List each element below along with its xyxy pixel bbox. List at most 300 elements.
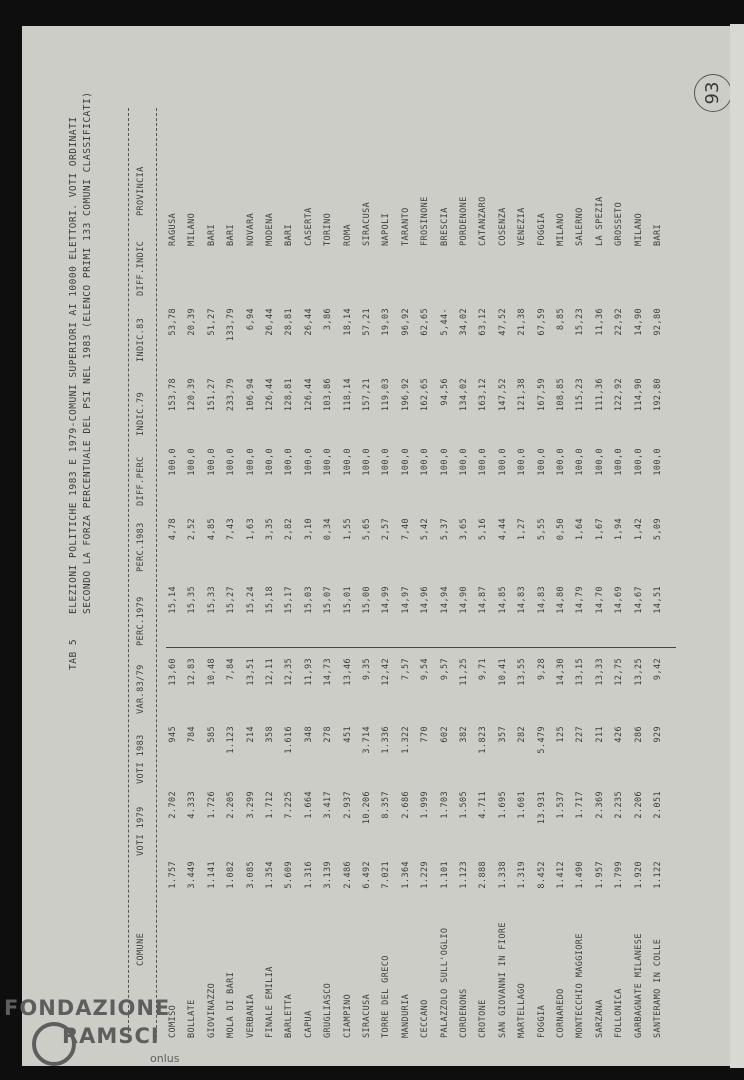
table-cell-voti79: 1.101 <box>439 861 450 889</box>
table-number: TAB 5 <box>68 638 79 670</box>
table-cell-diffperc: 2,57 <box>381 518 392 541</box>
table-cell-diffperc: 7,40 <box>400 518 411 541</box>
table-cell-var: 125 <box>556 726 566 743</box>
table-cell-diffindic: 96,92 <box>400 308 411 336</box>
table-cell-perc79: 10,48 <box>206 658 217 686</box>
table-cell-indic83: 192,80 <box>653 378 663 412</box>
table-cell-voti83: 1.537 <box>556 791 566 819</box>
table-cell-voti79: 1.364 <box>400 861 411 889</box>
table-cell-comune: GRUGLIASCO <box>323 982 334 1038</box>
table-cell-perc79: 14,30 <box>556 658 566 686</box>
table-cell-voti83: 13.931 <box>536 791 547 825</box>
table-cell-indic79: 100,0 <box>381 448 392 476</box>
table-cell-indic79: 100,0 <box>536 448 547 476</box>
table-cell-indic83: 126,44 <box>265 378 275 412</box>
table-cell-indic79: 100,0 <box>614 448 625 476</box>
table-cell-comune: BOLLATE <box>187 999 198 1038</box>
table-cell-perc79: 9,28 <box>536 658 547 681</box>
table-cell-voti83: 2.937 <box>342 791 353 819</box>
col-header-provincia: PROVINCIA <box>136 166 146 216</box>
table-cell-diffperc: 1,94 <box>614 518 625 541</box>
table-cell-var: 1.336 <box>381 726 392 754</box>
table-cell-var: 5.479 <box>536 726 547 754</box>
table-cell-indic79: 100,0 <box>653 448 663 476</box>
table-cell-indic83: 167,59 <box>536 378 547 412</box>
table-cell-voti79: 1.123 <box>459 861 469 889</box>
table-cell-comune: CORNAREDO <box>556 988 566 1038</box>
table-cell-provincia: MILANO <box>633 212 644 246</box>
table-cell-comune: COMISO <box>168 1004 178 1038</box>
table-cell-var: 227 <box>575 726 586 743</box>
table-cell-voti83: 1.505 <box>459 791 469 819</box>
table-cell-voti79: 1.412 <box>556 861 566 889</box>
table-cell-diffindic: 21,38 <box>517 308 528 336</box>
table-cell-indic83: 111,36 <box>594 378 605 412</box>
table-cell-indic83: 121,38 <box>517 378 528 412</box>
table-cell-indic79: 100,0 <box>265 448 275 476</box>
col-header-indic79: INDIC.79 <box>136 391 146 436</box>
table-cell-diffindic: 26,44 <box>265 308 275 336</box>
table-cell-comune: MONTECCHIO MAGGIORE <box>575 933 586 1038</box>
table-cell-provincia: SIRACUSA <box>362 201 372 246</box>
table-cell-indic83: 108,85 <box>556 378 566 412</box>
table-cell-provincia: CASERTA <box>303 207 314 246</box>
table-cell-indic83: 157,21 <box>362 378 372 412</box>
table-cell-comune: MOLA DI BARI <box>226 971 237 1038</box>
table-cell-diffperc: 0,50 <box>556 518 566 541</box>
table-cell-diffindic: 22,92 <box>614 308 625 336</box>
table-cell-voti83: 2.702 <box>168 791 178 819</box>
table-cell-indic83: 119,03 <box>381 378 392 412</box>
table-cell-indic83: 115,23 <box>575 378 586 412</box>
table-cell-perc83: 15,18 <box>265 586 275 614</box>
document-page <box>22 26 730 1066</box>
table-cell-voti83: 1.695 <box>497 791 508 819</box>
table-cell-provincia: MILANO <box>556 212 566 246</box>
table-cell-voti83: 3.299 <box>245 791 256 819</box>
table-cell-diffindic: 47,52 <box>497 308 508 336</box>
table-cell-diffindic: 11,36 <box>594 308 605 336</box>
table-cell-comune: GARBAGNATE MILANESE <box>633 933 644 1038</box>
table-cell-diffindic: 62,65 <box>420 308 431 336</box>
table-cell-diffperc: 3,35 <box>265 518 275 541</box>
table-cell-diffperc: 1,64 <box>575 518 586 541</box>
table-cell-diffindic: 51,27 <box>206 308 217 336</box>
table-cell-indic83: 196,92 <box>400 378 411 412</box>
table-cell-provincia: MODENA <box>265 212 275 246</box>
table-cell-voti79: 1.141 <box>206 861 217 889</box>
table-cell-provincia: NOVARA <box>245 212 256 246</box>
table-cell-voti79: 7.021 <box>381 861 392 889</box>
table-cell-indic83: 163,12 <box>478 378 489 412</box>
header-rule-top <box>128 108 129 1038</box>
table-cell-var: 211 <box>594 726 605 743</box>
table-cell-indic83: 106,94 <box>245 378 256 412</box>
table-cell-diffindic: 14,90 <box>633 308 644 336</box>
table-cell-perc79: 14,73 <box>323 658 334 686</box>
table-cell-comune: FOGGIA <box>536 1004 547 1038</box>
table-cell-diffperc: 1,55 <box>342 518 353 541</box>
table-cell-provincia: NAPOLI <box>381 212 392 246</box>
table-cell-indic79: 100,0 <box>284 448 295 476</box>
table-cell-perc79: 9,71 <box>478 658 489 681</box>
table-cell-diffindic: 20,39 <box>187 308 198 336</box>
table-cell-diffindic: 6,94 <box>245 308 256 331</box>
table-cell-comune: GIOVINAZZO <box>206 982 217 1038</box>
table-cell-perc83: 15,27 <box>226 586 237 614</box>
table-cell-indic79: 100,0 <box>226 448 237 476</box>
table-cell-diffperc: 7,43 <box>226 518 237 541</box>
table-cell-voti79: 1.316 <box>303 861 314 889</box>
rotated-table-sheet <box>22 26 730 1066</box>
table-cell-indic79: 100,0 <box>420 448 431 476</box>
table-cell-voti79: 5.609 <box>284 861 295 889</box>
table-cell-diffperc: 0,34 <box>323 518 334 541</box>
table-cell-provincia: VENEZIA <box>517 207 528 246</box>
table-cell-comune: CIAMPINO <box>342 993 353 1038</box>
table-cell-voti79: 1.338 <box>497 861 508 889</box>
table-cell-comune: CORDENONS <box>459 988 469 1038</box>
table-cell-var: 1.123 <box>226 726 237 754</box>
table-cell-var: 929 <box>653 726 663 743</box>
table-cell-var: 382 <box>459 726 469 743</box>
table-cell-provincia: FOGGIA <box>536 212 547 246</box>
table-cell-perc83: 15,33 <box>206 586 217 614</box>
table-cell-voti83: 2.686 <box>400 791 411 819</box>
table-cell-voti79: 2.486 <box>342 861 353 889</box>
table-cell-voti79: 1.122 <box>653 861 663 889</box>
table-cell-perc79: 10,41 <box>497 658 508 686</box>
table-cell-voti83: 1.703 <box>439 791 450 819</box>
table-cell-voti83: 3.417 <box>323 791 334 819</box>
table-cell-provincia: BARI <box>653 223 663 246</box>
table-cell-comune: BARLETTA <box>284 993 295 1038</box>
table-cell-diffperc: 1,63 <box>245 518 256 541</box>
table-cell-perc83: 14,83 <box>536 586 547 614</box>
table-cell-voti83: 2.205 <box>226 791 237 819</box>
table-cell-voti83: 2.235 <box>614 791 625 819</box>
table-cell-diffperc: 5,09 <box>653 518 663 541</box>
table-cell-perc83: 14,87 <box>478 586 489 614</box>
table-cell-perc79: 12,35 <box>284 658 295 686</box>
table-cell-diffindic: 53,78 <box>168 308 178 336</box>
column-separator <box>166 647 676 648</box>
logo-line-1: FONDAZIONE <box>4 996 171 1020</box>
table-cell-var: 451 <box>342 726 353 743</box>
table-cell-perc79: 13,25 <box>633 658 644 686</box>
table-cell-diffperc: 1,42 <box>633 518 644 541</box>
table-cell-perc79: 12,83 <box>187 658 198 686</box>
page-number: 93 <box>694 74 732 112</box>
logo-sub: onlus <box>150 1052 180 1065</box>
table-cell-voti79: 1.920 <box>633 861 644 889</box>
table-cell-comune: CROTONE <box>478 999 489 1038</box>
table-cell-perc83: 14,99 <box>381 586 392 614</box>
table-cell-provincia: MILANO <box>187 212 198 246</box>
table-cell-provincia: ROMA <box>342 223 353 246</box>
table-cell-diffindic: 57,21 <box>362 308 372 336</box>
table-cell-var: 282 <box>517 726 528 743</box>
table-cell-indic79: 100,0 <box>575 448 586 476</box>
table-cell-var: 1.322 <box>400 726 411 754</box>
table-cell-diffindic: 26,44 <box>303 308 314 336</box>
table-cell-perc83: 14,69 <box>614 586 625 614</box>
table-cell-indic79: 100,0 <box>206 448 217 476</box>
table-cell-indic79: 100,0 <box>594 448 605 476</box>
table-cell-var: 1.823 <box>478 726 489 754</box>
table-cell-indic83: 153,78 <box>168 378 178 412</box>
table-cell-indic79: 100,0 <box>342 448 353 476</box>
table-cell-provincia: TARANTO <box>400 207 411 246</box>
table-cell-indic83: 128,81 <box>284 378 295 412</box>
table-cell-voti79: 2.888 <box>478 861 489 889</box>
table-cell-perc79: 12,75 <box>614 658 625 686</box>
table-cell-perc79: 12,42 <box>381 658 392 686</box>
table-cell-diffperc: 1,67 <box>594 518 605 541</box>
table-cell-perc79: 9,35 <box>362 658 372 681</box>
table-cell-comune: TORRE DEL GRECO <box>381 955 392 1038</box>
table-cell-provincia: CATANZARO <box>478 196 489 246</box>
col-header-diffindic: DIFF.INDIC <box>136 240 146 296</box>
table-cell-perc79: 9,57 <box>439 658 450 681</box>
table-cell-comune: FINALE EMILIA <box>265 966 275 1038</box>
table-cell-indic83: 94,56 <box>439 378 450 406</box>
table-cell-voti83: 1.999 <box>420 791 431 819</box>
table-cell-provincia: PORDENONE <box>459 196 469 246</box>
table-cell-perc83: 14,79 <box>575 586 586 614</box>
table-cell-diffperc: 2,52 <box>187 518 198 541</box>
table-cell-voti79: 3.085 <box>245 861 256 889</box>
table-title-line-2: SECONDO LA FORZA PERCENTUALE DEL PSI NEL 1983 (ELENCO PRIMI 133 COMUNI CLASSIFICATI) <box>82 91 93 614</box>
table-cell-voti79: 3.449 <box>187 861 198 889</box>
table-cell-voti83: 7.225 <box>284 791 295 819</box>
table-cell-indic79: 100,0 <box>168 448 178 476</box>
table-cell-diffindic: 8,85 <box>556 308 566 331</box>
table-cell-voti83: 2.206 <box>633 791 644 819</box>
table-cell-perc83: 14,80 <box>556 586 566 614</box>
table-cell-var: 348 <box>303 726 314 743</box>
table-cell-perc83: 14,97 <box>400 586 411 614</box>
table-cell-comune: CAPUA <box>303 1010 314 1038</box>
table-cell-indic79: 100,0 <box>517 448 528 476</box>
table-cell-comune: SIRACUSA <box>362 993 372 1038</box>
table-cell-diffperc: 3,65 <box>459 518 469 541</box>
table-cell-indic83: 114,90 <box>633 378 644 412</box>
table-cell-perc79: 13,15 <box>575 658 586 686</box>
table-cell-voti83: 1.712 <box>265 791 275 819</box>
table-cell-provincia: BARI <box>284 223 295 246</box>
table-cell-voti83: 4.711 <box>478 791 489 819</box>
table-cell-perc83: 15,35 <box>187 586 198 614</box>
table-cell-provincia: SALERNO <box>575 207 586 246</box>
table-cell-provincia: BARI <box>226 223 237 246</box>
col-header-perc83: PERC.1983 <box>136 522 146 572</box>
table-cell-perc83: 15,01 <box>342 586 353 614</box>
table-cell-indic79: 100,0 <box>556 448 566 476</box>
table-cell-diffperc: 3,10 <box>303 518 314 541</box>
table-cell-var: 426 <box>614 726 625 743</box>
table-cell-voti79: 1.957 <box>594 861 605 889</box>
table-cell-perc83: 15,00 <box>362 586 372 614</box>
table-cell-voti79: 1.757 <box>168 861 178 889</box>
table-cell-comune: SANTERAMO IN COLLE <box>653 938 663 1038</box>
table-cell-indic83: 233,79 <box>226 378 237 412</box>
table-cell-provincia: COSENZA <box>497 207 508 246</box>
table-cell-comune: PALAZZOLO SULL'OGLIO <box>439 927 450 1038</box>
table-cell-var: 358 <box>265 726 275 743</box>
header-rule-bottom <box>156 108 157 1038</box>
table-cell-indic79: 100,0 <box>633 448 644 476</box>
table-cell-perc83: 14,90 <box>459 586 469 614</box>
table-cell-perc79: 9,42 <box>653 658 663 681</box>
table-cell-perc83: 14,94 <box>439 586 450 614</box>
table-cell-comune: CECCANO <box>420 999 431 1038</box>
table-cell-perc79: 11,93 <box>303 658 314 686</box>
table-cell-comune: SAN GIOVANNI IN FIORE <box>497 922 508 1038</box>
table-cell-indic83: 134,02 <box>459 378 469 412</box>
table-cell-diffindic: 5,44- <box>439 308 450 336</box>
table-cell-perc79: 13,46 <box>342 658 353 686</box>
table-cell-provincia: BRESCIA <box>439 207 450 246</box>
table-cell-perc83: 15,14 <box>168 586 178 614</box>
table-cell-perc83: 14,96 <box>420 586 431 614</box>
table-cell-diffperc: 5,55 <box>536 518 547 541</box>
table-cell-diffperc: 4,44 <box>497 518 508 541</box>
table-cell-perc83: 15,24 <box>245 586 256 614</box>
logo-line-2: RAMSCI <box>62 1024 160 1048</box>
table-cell-indic79: 100,0 <box>439 448 450 476</box>
table-cell-perc83: 14,70 <box>594 586 605 614</box>
table-cell-indic79: 100,0 <box>187 448 198 476</box>
table-cell-perc83: 15,17 <box>284 586 295 614</box>
table-cell-comune: FOLLONICA <box>614 988 625 1038</box>
table-cell-var: 602 <box>439 726 450 743</box>
table-cell-var: 3.714 <box>362 726 372 754</box>
table-cell-indic79: 100,0 <box>245 448 256 476</box>
table-cell-var: 357 <box>497 726 508 743</box>
col-header-voti83: VOTI 1983 <box>136 734 146 784</box>
table-cell-indic83: 126,44 <box>303 378 314 412</box>
table-cell-diffperc: 5,42 <box>420 518 431 541</box>
table-cell-comune: MANDURIA <box>400 993 411 1038</box>
table-cell-indic83: 162,65 <box>420 378 431 412</box>
table-cell-var: 945 <box>168 726 178 743</box>
table-cell-perc79: 13,60 <box>168 658 178 686</box>
table-cell-var: 278 <box>323 726 334 743</box>
table-cell-provincia: FROSINONE <box>420 196 431 246</box>
table-cell-diffindic: 63,12 <box>478 308 489 336</box>
table-cell-voti79: 8.452 <box>536 861 547 889</box>
table-cell-provincia: TORINO <box>323 212 334 246</box>
col-header-var: VAR.83/79 <box>136 664 146 714</box>
table-cell-var: 784 <box>187 726 198 743</box>
table-cell-voti83: 8.357 <box>381 791 392 819</box>
table-cell-diffindic: 28,81 <box>284 308 295 336</box>
table-cell-indic83: 118,14 <box>342 378 353 412</box>
table-cell-comune: VERBANIA <box>245 993 256 1038</box>
col-header-diffperc: DIFF.PERC <box>136 456 146 506</box>
table-cell-diffindic: 133,79 <box>226 308 237 342</box>
table-cell-diffindic: 34,02 <box>459 308 469 336</box>
table-cell-voti83: 4.333 <box>187 791 198 819</box>
table-cell-perc79: 7,57 <box>400 658 411 681</box>
table-cell-var: 286 <box>633 726 644 743</box>
table-cell-var: 214 <box>245 726 256 743</box>
table-cell-voti79: 1.319 <box>517 861 528 889</box>
table-cell-diffindic: 67,59 <box>536 308 547 336</box>
table-cell-perc79: 13,33 <box>594 658 605 686</box>
table-cell-var: 770 <box>420 726 431 743</box>
table-cell-indic79: 100,0 <box>323 448 334 476</box>
table-cell-diffindic: 92,80 <box>653 308 663 336</box>
table-cell-indic83: 151,27 <box>206 378 217 412</box>
table-cell-perc83: 14,67 <box>633 586 644 614</box>
table-cell-voti83: 1.726 <box>206 791 217 819</box>
table-cell-comune: SARZANA <box>594 999 605 1038</box>
table-cell-indic79: 100,0 <box>478 448 489 476</box>
table-cell-perc83: 14,85 <box>497 586 508 614</box>
table-cell-voti79: 1.229 <box>420 861 431 889</box>
table-cell-provincia: GROSSETO <box>614 201 625 246</box>
table-cell-voti79: 1.490 <box>575 861 586 889</box>
table-cell-perc83: 14,83 <box>517 586 528 614</box>
table-cell-voti83: 1.717 <box>575 791 586 819</box>
table-cell-diffperc: 2,82 <box>284 518 295 541</box>
table-cell-provincia: RAGUSA <box>168 212 178 246</box>
table-cell-perc79: 9,54 <box>420 658 431 681</box>
table-cell-diffindic: 19,03 <box>381 308 392 336</box>
table-cell-perc79: 12,11 <box>265 658 275 686</box>
table-cell-voti79: 3.139 <box>323 861 334 889</box>
table-cell-indic79: 100,0 <box>459 448 469 476</box>
table-cell-voti79: 6.492 <box>362 861 372 889</box>
table-cell-provincia: LA SPEZIA <box>594 196 605 246</box>
table-cell-perc79: 13,55 <box>517 658 528 686</box>
table-cell-voti83: 2.051 <box>653 791 663 819</box>
page-edge <box>730 24 744 1068</box>
table-cell-perc83: 15,07 <box>323 586 334 614</box>
table-cell-voti79: 1.082 <box>226 861 237 889</box>
table-cell-diffindic: 18,14 <box>342 308 353 336</box>
table-cell-voti79: 1.799 <box>614 861 625 889</box>
table-cell-diffperc: 1,27 <box>517 518 528 541</box>
table-cell-diffperc: 5,37 <box>439 518 450 541</box>
table-cell-indic79: 100,0 <box>497 448 508 476</box>
table-cell-comune: MARTELLAGO <box>517 982 528 1038</box>
table-cell-perc79: 11,25 <box>459 658 469 686</box>
col-header-comune: COMUNE <box>136 932 146 966</box>
table-cell-var: 585 <box>206 726 217 743</box>
table-cell-indic79: 100,0 <box>303 448 314 476</box>
table-cell-provincia: BARI <box>206 223 217 246</box>
table-cell-perc83: 15,03 <box>303 586 314 614</box>
table-cell-diffperc: 5,16 <box>478 518 489 541</box>
table-cell-diffperc: 5,65 <box>362 518 372 541</box>
table-cell-indic83: 120,39 <box>187 378 198 412</box>
table-cell-voti83: 10.206 <box>362 791 372 825</box>
table-cell-diffperc: 4,85 <box>206 518 217 541</box>
table-cell-diffperc: 4,78 <box>168 518 178 541</box>
table-cell-voti83: 2.369 <box>594 791 605 819</box>
table-title-line-1: ELEZIONI POLITICHE 1983 E 1979-COMUNI SUPERIORI AI 10000 ELETTORI. VOTI ORDINATI <box>68 116 79 614</box>
table-cell-perc79: 7,84 <box>226 658 237 681</box>
table-cell-indic83: 103,86 <box>323 378 334 412</box>
col-header-voti79: VOTI 1979 <box>136 806 146 856</box>
table-cell-diffindic: 3,86 <box>323 308 334 331</box>
table-cell-voti83: 1.601 <box>517 791 528 819</box>
table-cell-indic79: 100,0 <box>400 448 411 476</box>
col-header-indic83: INDIC.83 <box>136 317 146 362</box>
